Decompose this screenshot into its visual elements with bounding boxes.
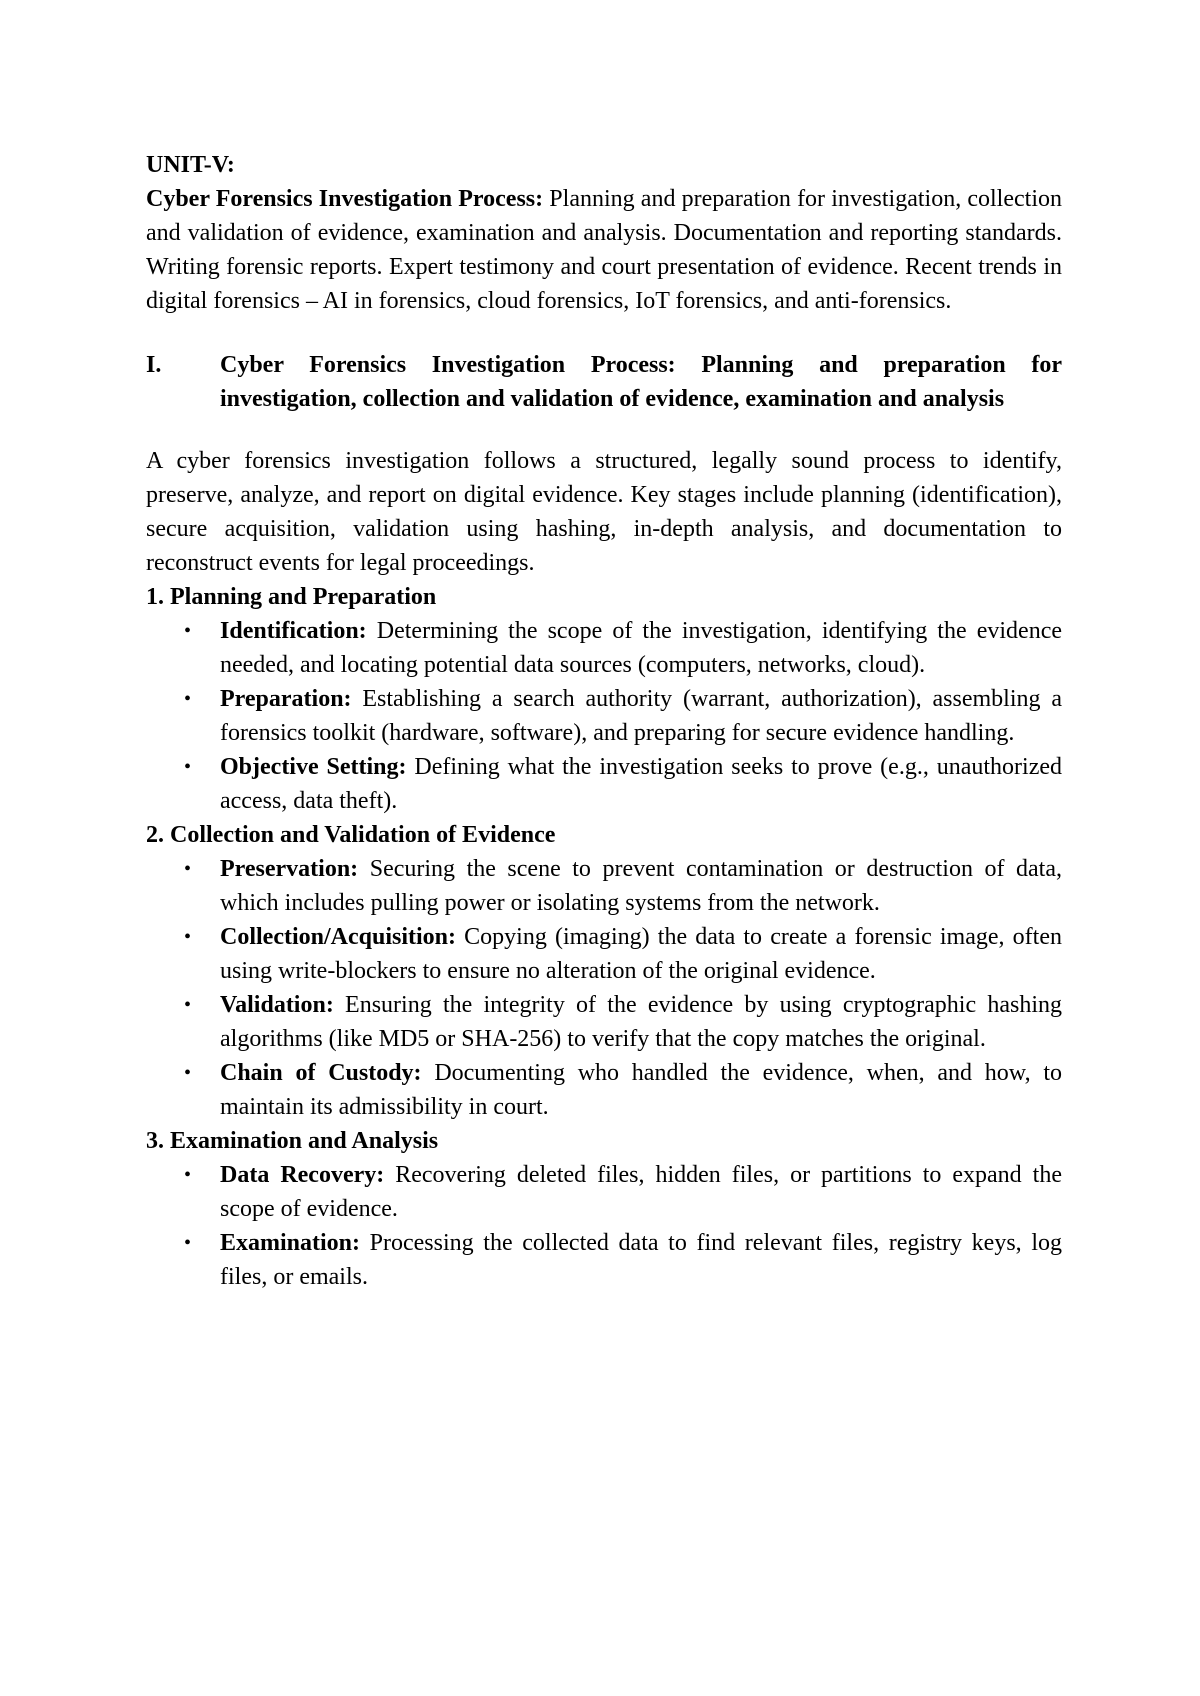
item-label: Identification: — [220, 618, 367, 644]
list-item — [146, 852, 1062, 920]
item-label: Chain of Custody: — [220, 1060, 422, 1086]
item-text: Copying (imaging) the data to create a forensic image, often using write-blockers to ensure no alteration of the original evidence. — [220, 924, 1062, 984]
item-label: Validation: — [220, 992, 334, 1018]
item-text: Establishing a search authority (warrant, authorization), assembling a forensics toolkit (hardware, software), and preparing for secure evidence handling. — [220, 686, 1062, 746]
section-title: Cyber Forensics Investigation Process: Planning and preparation for investigation, collection and validation of evidence, examination and analysis — [220, 352, 1062, 412]
document-page — [146, 148, 1062, 1294]
item-text: Processing the collected data to find relevant files, registry keys, log files, or emails. — [220, 1230, 1062, 1290]
list-item — [146, 1226, 1062, 1294]
bullet-icon: • — [184, 1062, 192, 1084]
list-item — [146, 988, 1062, 1056]
item-label: Data Recovery: — [220, 1162, 385, 1188]
syllabus-paragraph — [146, 182, 1062, 318]
item-text: Recovering deleted files, hidden files, or partitions to expand the scope of evidence. — [220, 1162, 1062, 1222]
item-label: Preservation: — [220, 856, 359, 882]
item-label: Objective Setting: — [220, 754, 407, 780]
bullet-icon: • — [184, 756, 192, 778]
bullet-icon: • — [184, 994, 192, 1016]
bullet-icon: • — [184, 688, 192, 710]
list-item — [146, 1158, 1062, 1226]
intro-paragraph: A cyber forensics investigation follows a structured, legally sound process to identify, preserve, analyze, and report on digital evidence. Key stages include planning (identification), secure acquisition, validation using hashing, in-depth analysis, and documentation to reconstruct events for legal proceedings. — [146, 448, 1062, 576]
section-heading — [146, 348, 1062, 416]
stage-list-planning — [146, 614, 1062, 818]
item-text: Ensuring the integrity of the evidence by using cryptographic hashing algorithms (like MD5 or SHA-256) to verify that the copy matches the original. — [220, 992, 1062, 1052]
item-label: Examination: — [220, 1230, 361, 1256]
list-item — [146, 1056, 1062, 1124]
stage-heading-collection: 2. Collection and Validation of Evidence — [146, 822, 556, 848]
syllabus-text: Planning and preparation for investigation, collection and validation of evidence, examination and analysis. Documentation and reporting standards. Writing forensic reports. Expert testimony and court presentation of evidence. Recent trends in digital forensics – AI in forensics, cloud forensics, IoT forensics, and anti-forensics. — [146, 186, 1062, 314]
bullet-icon: • — [184, 858, 192, 880]
list-item — [146, 614, 1062, 682]
item-label: Preparation: — [220, 686, 352, 712]
item-text: Determining the scope of the investigation, identifying the evidence needed, and locating potential data sources (computers, networks, cloud). — [220, 618, 1062, 678]
syllabus-label: Cyber Forensics Investigation Process: — [146, 186, 544, 212]
stage-list-collection — [146, 852, 1062, 1124]
stage-heading-examination: 3. Examination and Analysis — [146, 1128, 439, 1154]
list-item — [146, 920, 1062, 988]
bullet-icon: • — [184, 1164, 192, 1186]
section-number: I. — [146, 352, 162, 378]
list-item — [146, 750, 1062, 818]
bullet-icon: • — [184, 926, 192, 948]
stage-heading-planning: 1. Planning and Preparation — [146, 584, 437, 610]
stage-list-examination — [146, 1158, 1062, 1294]
item-text: Defining what the investigation seeks to prove (e.g., unauthorized access, data theft). — [220, 754, 1062, 814]
item-text: Documenting who handled the evidence, when, and how, to maintain its admissibility in court. — [220, 1060, 1062, 1120]
bullet-icon: • — [184, 620, 192, 642]
unit-title: UNIT-V: — [146, 152, 235, 178]
item-label: Collection/Acquisition: — [220, 924, 457, 950]
bullet-icon: • — [184, 1232, 192, 1254]
list-item — [146, 682, 1062, 750]
item-text: Securing the scene to prevent contamination or destruction of data, which includes pulling power or isolating systems from the network. — [220, 856, 1062, 916]
